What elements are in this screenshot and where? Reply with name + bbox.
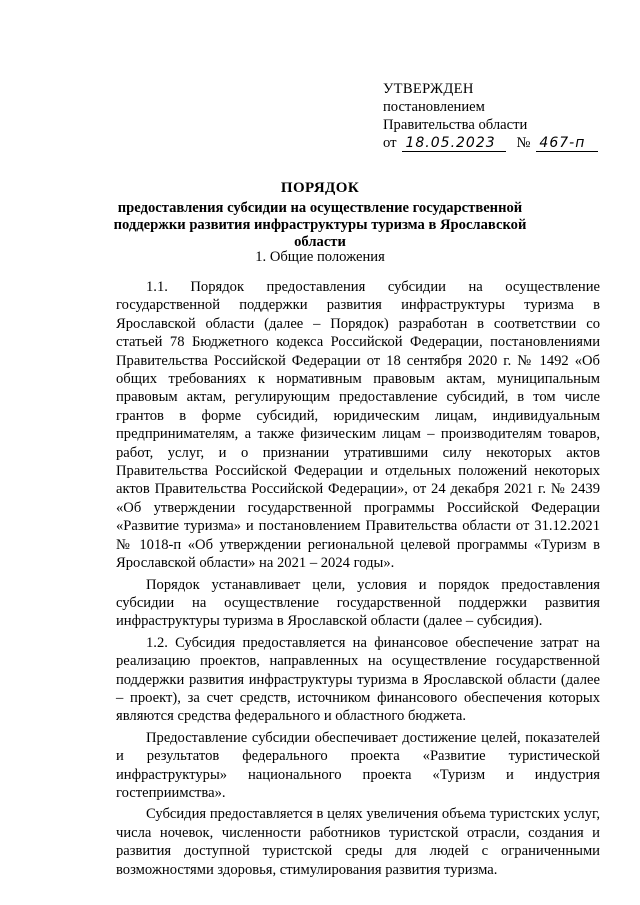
approval-title: УТВЕРЖДЕН (383, 81, 474, 97)
paragraph-purpose: Порядок устанавливает цели, условия и порядок предоставления субсидии на осуществление государственной поддержки развития инфраструктуры туризма в Ярославской области (далее – субсидия). (116, 576, 600, 630)
date-prefix: от (383, 135, 397, 151)
paragraph-goals: Предоставление субсидии обеспечивает достижение целей, показателей и результатов федерального проекта «Развитие туристической инфраструктуры» национального проекта «Туризм и индустрия гостеприимства». (116, 729, 600, 801)
number-sign: № (516, 135, 531, 151)
paragraph-aims: Субсидия предоставляется в целях увеличения объема туристских услуг, числа ночевок, численности работников туристской отрасли, создания и развития доступной туристской среды для людей с ограниченными возможностями здоровья, стимулирования развития туризма. (116, 806, 600, 878)
approval-line-3: Правительства области (383, 117, 528, 133)
handwritten-number: 467-п (536, 135, 598, 152)
approval-date-line (383, 134, 598, 152)
document-subtitle: предоставления субсидии на осуществление государственной поддержки развития инфраструктуры туризма в Ярославской области (113, 200, 527, 250)
document-title: ПОРЯДОК (280, 180, 360, 196)
approval-line-2: постановлением (383, 99, 485, 115)
approval-block (383, 80, 598, 152)
paragraph-1-1: 1.1. Порядок предоставления субсидии на осуществление государственной поддержки развития инфраструктуры туризма в Ярославской области (далее – Порядок) разработан в соответствии со статьей 78 Бюджетного кодекса Российской Федерации, постановлениями Правительства Российской Федерации от 18 сентября 2020 г. № 1492 «Об общих требованиях к нормативным правовым актам, муниципальным правовым актам, регулирующим предоставление субсидий, в том числе грантов в форме субсидий, юридическим лицам, индивидуальным предпринимателям, а также физическим лицам – производителям товаров, работ, услуг, и о признании утратившими силу некоторых актов Правительства Российской Федерации и отдельных положений некоторых актов Правительства Российской Федерации», от 24 декабря 2021 г. № 2439 «Об утверждении государственной программы Российской Федерации «Развитие туризма» и постановлением Правительства области от 31.12.2021 № 1018-п «Об утверждении региональной целевой программы «Туризм в Ярославской области» на 2021 – 2024 годы». (116, 279, 600, 572)
handwritten-date: 18.05.2023 (402, 135, 506, 152)
paragraph-1-2: 1.2. Субсидия предоставляется на финансовое обеспечение затрат на реализацию проектов, направленных на осуществление государственной поддержки развития инфраструктуры туризма в Ярославской области (далее – проект), за счет средств, источником финансового обеспечения которых являются средства федерального и областного бюджета. (116, 634, 600, 725)
section-heading: 1. Общие положения (255, 249, 385, 265)
document-body (116, 278, 600, 879)
